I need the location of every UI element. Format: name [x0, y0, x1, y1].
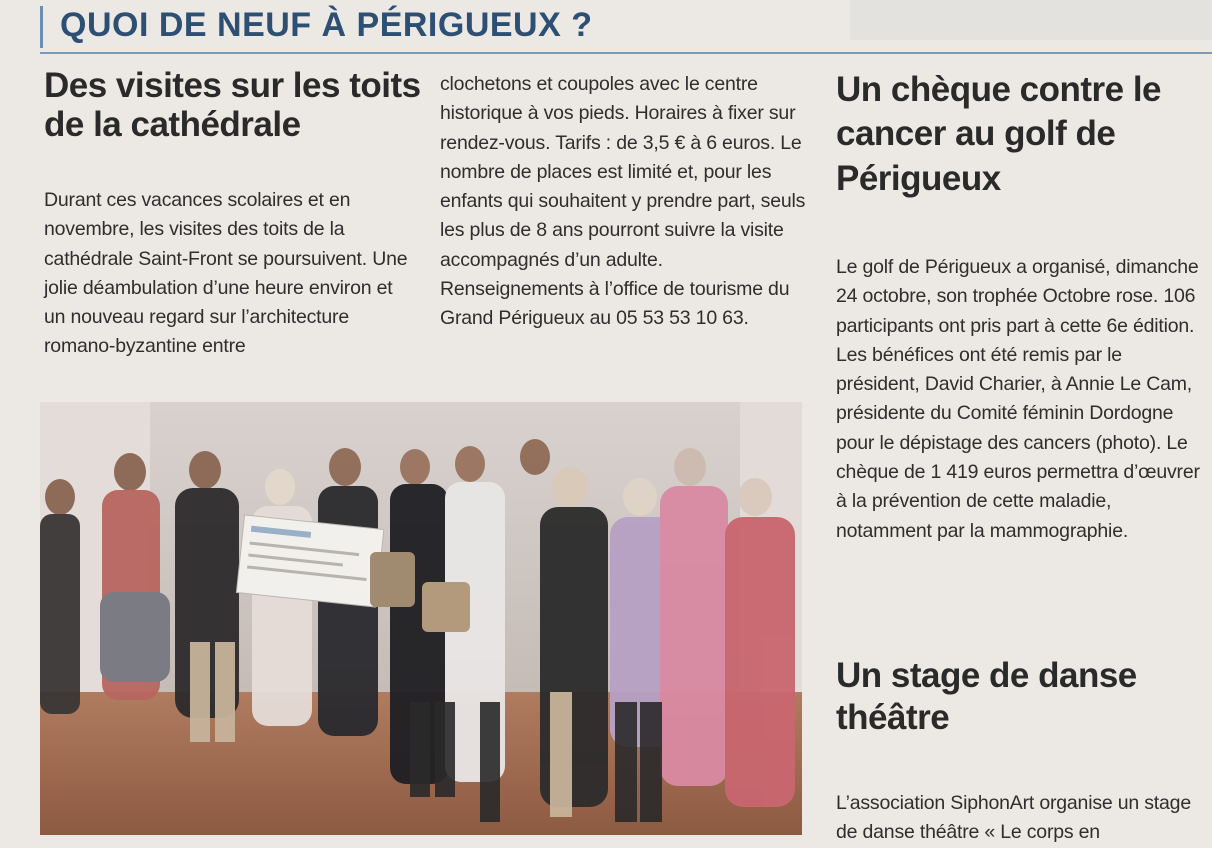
bleed-through-shadow	[850, 0, 1212, 40]
cheque-headline: Un chèque contre le cancer au golf de Périgueux	[836, 70, 1162, 198]
rubric-accent-bar	[40, 6, 43, 48]
cathedrale-body-col2: clochetons et coupoles avec le centre historique à vos pieds. Horaires à fixer sur rendez-vous. Tarifs : de 3,5 € à 6 euros. Le nombre de places est limité et, pour les enfants qui souhaitent y prendre part, seuls les plus de 8 ans pourront suivre la visite accompagnés d’un adulte. Renseignements à l’office de tourisme du Grand Périgueux au 05 53 53 10 63.	[440, 73, 806, 330]
cheque-body: Le golf de Périgueux a organisé, dimanche 24 octobre, son trophée Octobre rose. 106 participants ont pris part à cette 6e édition. Les bénéfices ont été remis par le président, David Charier, à Annie Le Cam, présidente du Comité féminin Dordogne pour le dépistage des cancers (photo). Le chèque de 1 419 euros permettra d’œuvrer à la prévention de cette maladie, notamment par la mammographie.	[836, 256, 1200, 542]
cathedrale-headline: Des visites sur les toits de la cathédrale	[44, 66, 421, 145]
stage-headline: Un stage de danse théâtre	[836, 656, 1137, 737]
golf-trophy-photo	[40, 402, 802, 835]
rubric-rule	[40, 52, 1212, 54]
stage-body: L’association SiphonArt organise un stage de danse théâtre « Le corps en	[836, 792, 1191, 844]
cathedrale-body-col1: Durant ces vacances scolaires et en novembre, les visites des toits de la cathédrale Saint-Front se poursuivent. Une jolie déambulation d’une heure environ et un nouveau regard sur l’architecture romano-byzantine entre	[44, 189, 408, 358]
section-rubric: QUOI DE NEUF À PÉRIGUEUX ?	[60, 6, 593, 44]
